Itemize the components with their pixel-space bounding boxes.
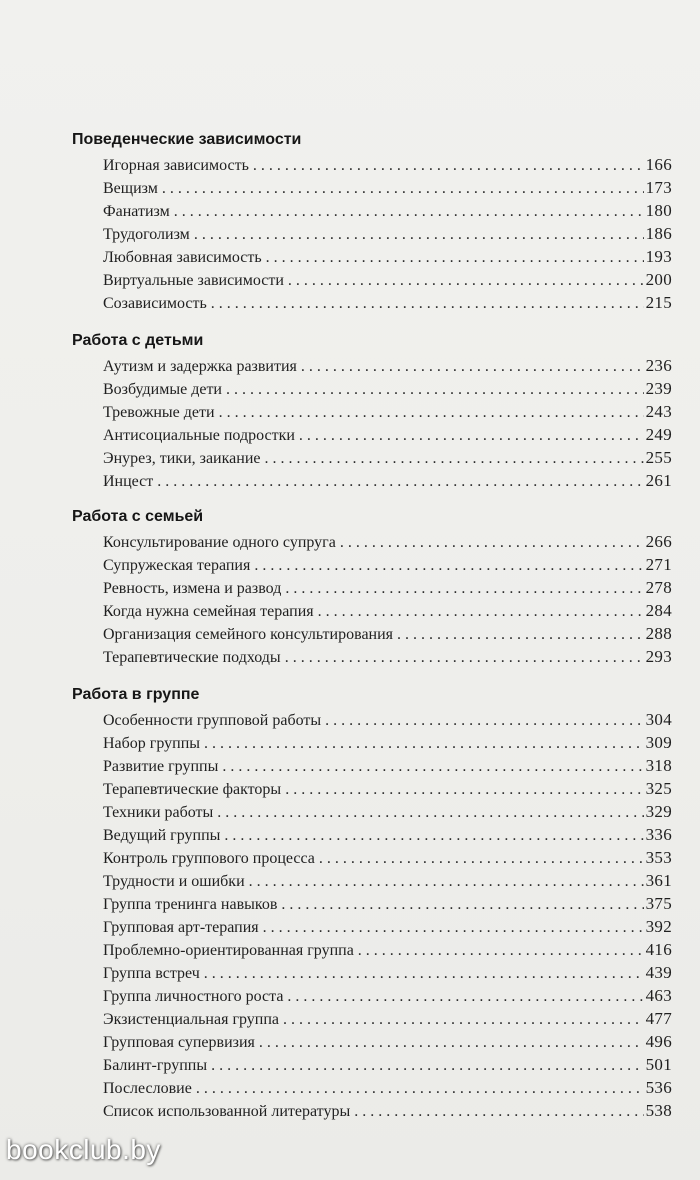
entries-list [72,530,672,668]
entry-title: Ведущий группы [103,827,221,844]
entry-title: Супружеская терапия [103,557,251,574]
toc-entry [72,530,672,553]
toc-entry [72,222,672,245]
entry-title: Возбудимые дети [103,381,222,398]
toc-entry [72,1030,672,1053]
page-number: 329 [645,802,672,821]
toc-entry [72,823,672,846]
dot-leader [249,870,644,893]
entry-title: Аутизм и задержка развития [103,358,297,375]
dot-leader [204,962,644,985]
toc-entry [72,268,672,291]
entry-title: Любовная зависимость [103,249,262,266]
entry-title: Игорная зависимость [103,157,249,174]
dot-leader [253,154,644,177]
entry-title: Тревожные дети [103,404,215,421]
dot-leader [319,847,644,870]
page-number: 336 [645,825,672,844]
dot-leader [226,378,644,401]
toc-entry [72,291,672,314]
watermark-text: bookclub.by [6,1134,161,1165]
dot-leader [264,447,643,470]
entry-title: Организация семейного консультирования [103,626,394,643]
page-number: 375 [645,894,672,913]
dot-leader [217,801,643,824]
toc-section-group-work [72,682,672,1122]
table-of-contents [72,127,672,1122]
section-spacer [72,314,672,328]
dot-leader [318,600,644,623]
entry-title: Проблемно-ориентированная группа [103,942,354,959]
toc-entry [72,576,672,599]
toc-entry [72,622,672,645]
toc-entry [72,599,672,622]
dot-leader [285,577,643,600]
toc-entry [72,869,672,892]
toc-entry [72,731,672,754]
page-number: 173 [645,178,672,197]
dot-leader [285,778,643,801]
page-number: 284 [645,601,672,620]
toc-entry [72,176,672,199]
dot-leader [281,893,643,916]
entry-title: Вещизм [103,180,158,197]
page-number: 477 [645,1009,672,1028]
dot-leader [299,424,644,447]
dot-leader [174,200,644,223]
page-number: 325 [645,779,672,798]
page-number: 236 [645,356,672,375]
dot-leader [211,1054,644,1077]
dot-leader [263,916,644,939]
section-title: Работа с детьми [72,332,204,349]
page-number: 193 [645,247,672,266]
page-number: 293 [645,647,672,666]
dot-leader [259,1031,644,1054]
toc-entry [72,915,672,938]
entry-title: Группа встреч [103,965,200,982]
toc-section-working-with-children [72,328,672,492]
toc-entry [72,892,672,915]
page-number: 309 [645,733,672,752]
toc-section-behavioral-addictions [72,127,672,314]
page-number: 255 [645,448,672,467]
entry-title: Инцест [103,473,154,490]
page-number: 416 [645,940,672,959]
page-number: 266 [645,532,672,551]
page-number: 538 [645,1101,672,1120]
page-number: 166 [645,155,672,174]
dot-leader [358,939,644,962]
toc-entry [72,199,672,222]
dot-leader [157,470,643,493]
dot-leader [224,824,643,847]
toc-entry [72,846,672,869]
toc-entry [72,1076,672,1099]
entry-title: Техники работы [103,804,214,821]
dot-leader [219,401,644,424]
entry-title: Список использованной литературы [103,1103,351,1120]
toc-entry [72,553,672,576]
entry-title: Терапевтические факторы [103,781,282,798]
toc-entry [72,645,672,668]
dot-leader [354,1100,643,1123]
dot-leader [301,355,644,378]
entry-title: Трудности и ошибки [103,873,245,890]
toc-entry [72,961,672,984]
page-number: 304 [645,710,672,729]
section-title: Работа с семьей [72,508,204,525]
toc-entry [72,423,672,446]
page-number: 318 [645,756,672,775]
entry-title: Групповая супервизия [103,1034,255,1051]
entries-list [72,354,672,492]
section-title: Поведенческие зависимости [72,131,302,148]
entry-title: Экзистенциальная группа [103,1011,280,1028]
toc-entry [72,469,672,492]
entries-list [72,708,672,1122]
toc-entry [72,446,672,469]
page-number: 200 [645,270,672,289]
page-number: 439 [645,963,672,982]
dot-leader [211,292,644,315]
entry-title: Послесловие [103,1080,192,1097]
toc-entry [72,938,672,961]
entry-title: Терапевтические подходы [103,649,281,666]
toc-entry [72,354,672,377]
toc-entry [72,400,672,423]
page-number: 215 [645,293,672,312]
page-number: 186 [645,224,672,243]
entry-title: Набор группы [103,735,201,752]
toc-entry [72,777,672,800]
toc-entry [72,245,672,268]
page-number: 496 [645,1032,672,1051]
entry-title: Энурез, тики, заикание [103,450,261,467]
entry-title: Фанатизм [103,203,170,220]
page-number: 243 [645,402,672,421]
entry-title: Особенности групповой работы [103,712,322,729]
entry-title: Созависимость [103,295,207,312]
page-number: 288 [645,624,672,643]
dot-leader [340,531,644,554]
page-number: 361 [645,871,672,890]
dot-leader [194,223,644,246]
entry-title: Балинт-группы [103,1057,208,1074]
toc-entry [72,1099,672,1122]
entry-title: Группа тренинга навыков [103,896,278,913]
page-number: 180 [645,201,672,220]
page-number: 353 [645,848,672,867]
entry-title: Контроль группового процесса [103,850,315,867]
page-number: 463 [645,986,672,1005]
page-number: 239 [645,379,672,398]
dot-leader [222,755,643,778]
dot-leader [283,1008,644,1031]
dot-leader [285,646,644,669]
toc-entry [72,153,672,176]
section-title: Работа в группе [72,686,200,703]
page-number: 501 [645,1055,672,1074]
toc-entry [72,754,672,777]
toc-entry [72,800,672,823]
page-number: 536 [645,1078,672,1097]
dot-leader [204,732,644,755]
page-number: 278 [645,578,672,597]
page-number: 249 [645,425,672,444]
dot-leader [325,709,643,732]
dot-leader [287,985,643,1008]
dot-leader [254,554,643,577]
toc-section-working-with-family [72,504,672,668]
entry-title: Развитие группы [103,758,219,775]
toc-entry [72,377,672,400]
dot-leader [196,1077,644,1100]
dot-leader [162,177,644,200]
dot-leader [288,269,644,292]
entry-title: Трудоголизм [103,226,190,243]
entries-list [72,153,672,314]
section-spacer [72,492,672,504]
entry-title: Групповая арт-терапия [103,919,259,936]
toc-entry [72,1007,672,1030]
entry-title: Консультирование одного супруга [103,534,336,551]
dot-leader [397,623,644,646]
page-number: 392 [645,917,672,936]
page-number: 261 [645,471,672,490]
toc-entry [72,984,672,1007]
dot-leader [266,246,644,269]
toc-entry [72,1053,672,1076]
page-number: 271 [645,555,672,574]
section-spacer [72,668,672,682]
entry-title: Ревность, измена и развод [103,580,282,597]
entry-title: Когда нужна семейная терапия [103,603,314,620]
entry-title: Группа личностного роста [103,988,284,1005]
entry-title: Антисоциальные подростки [103,427,295,444]
toc-entry [72,708,672,731]
entry-title: Виртуальные зависимости [103,272,284,289]
